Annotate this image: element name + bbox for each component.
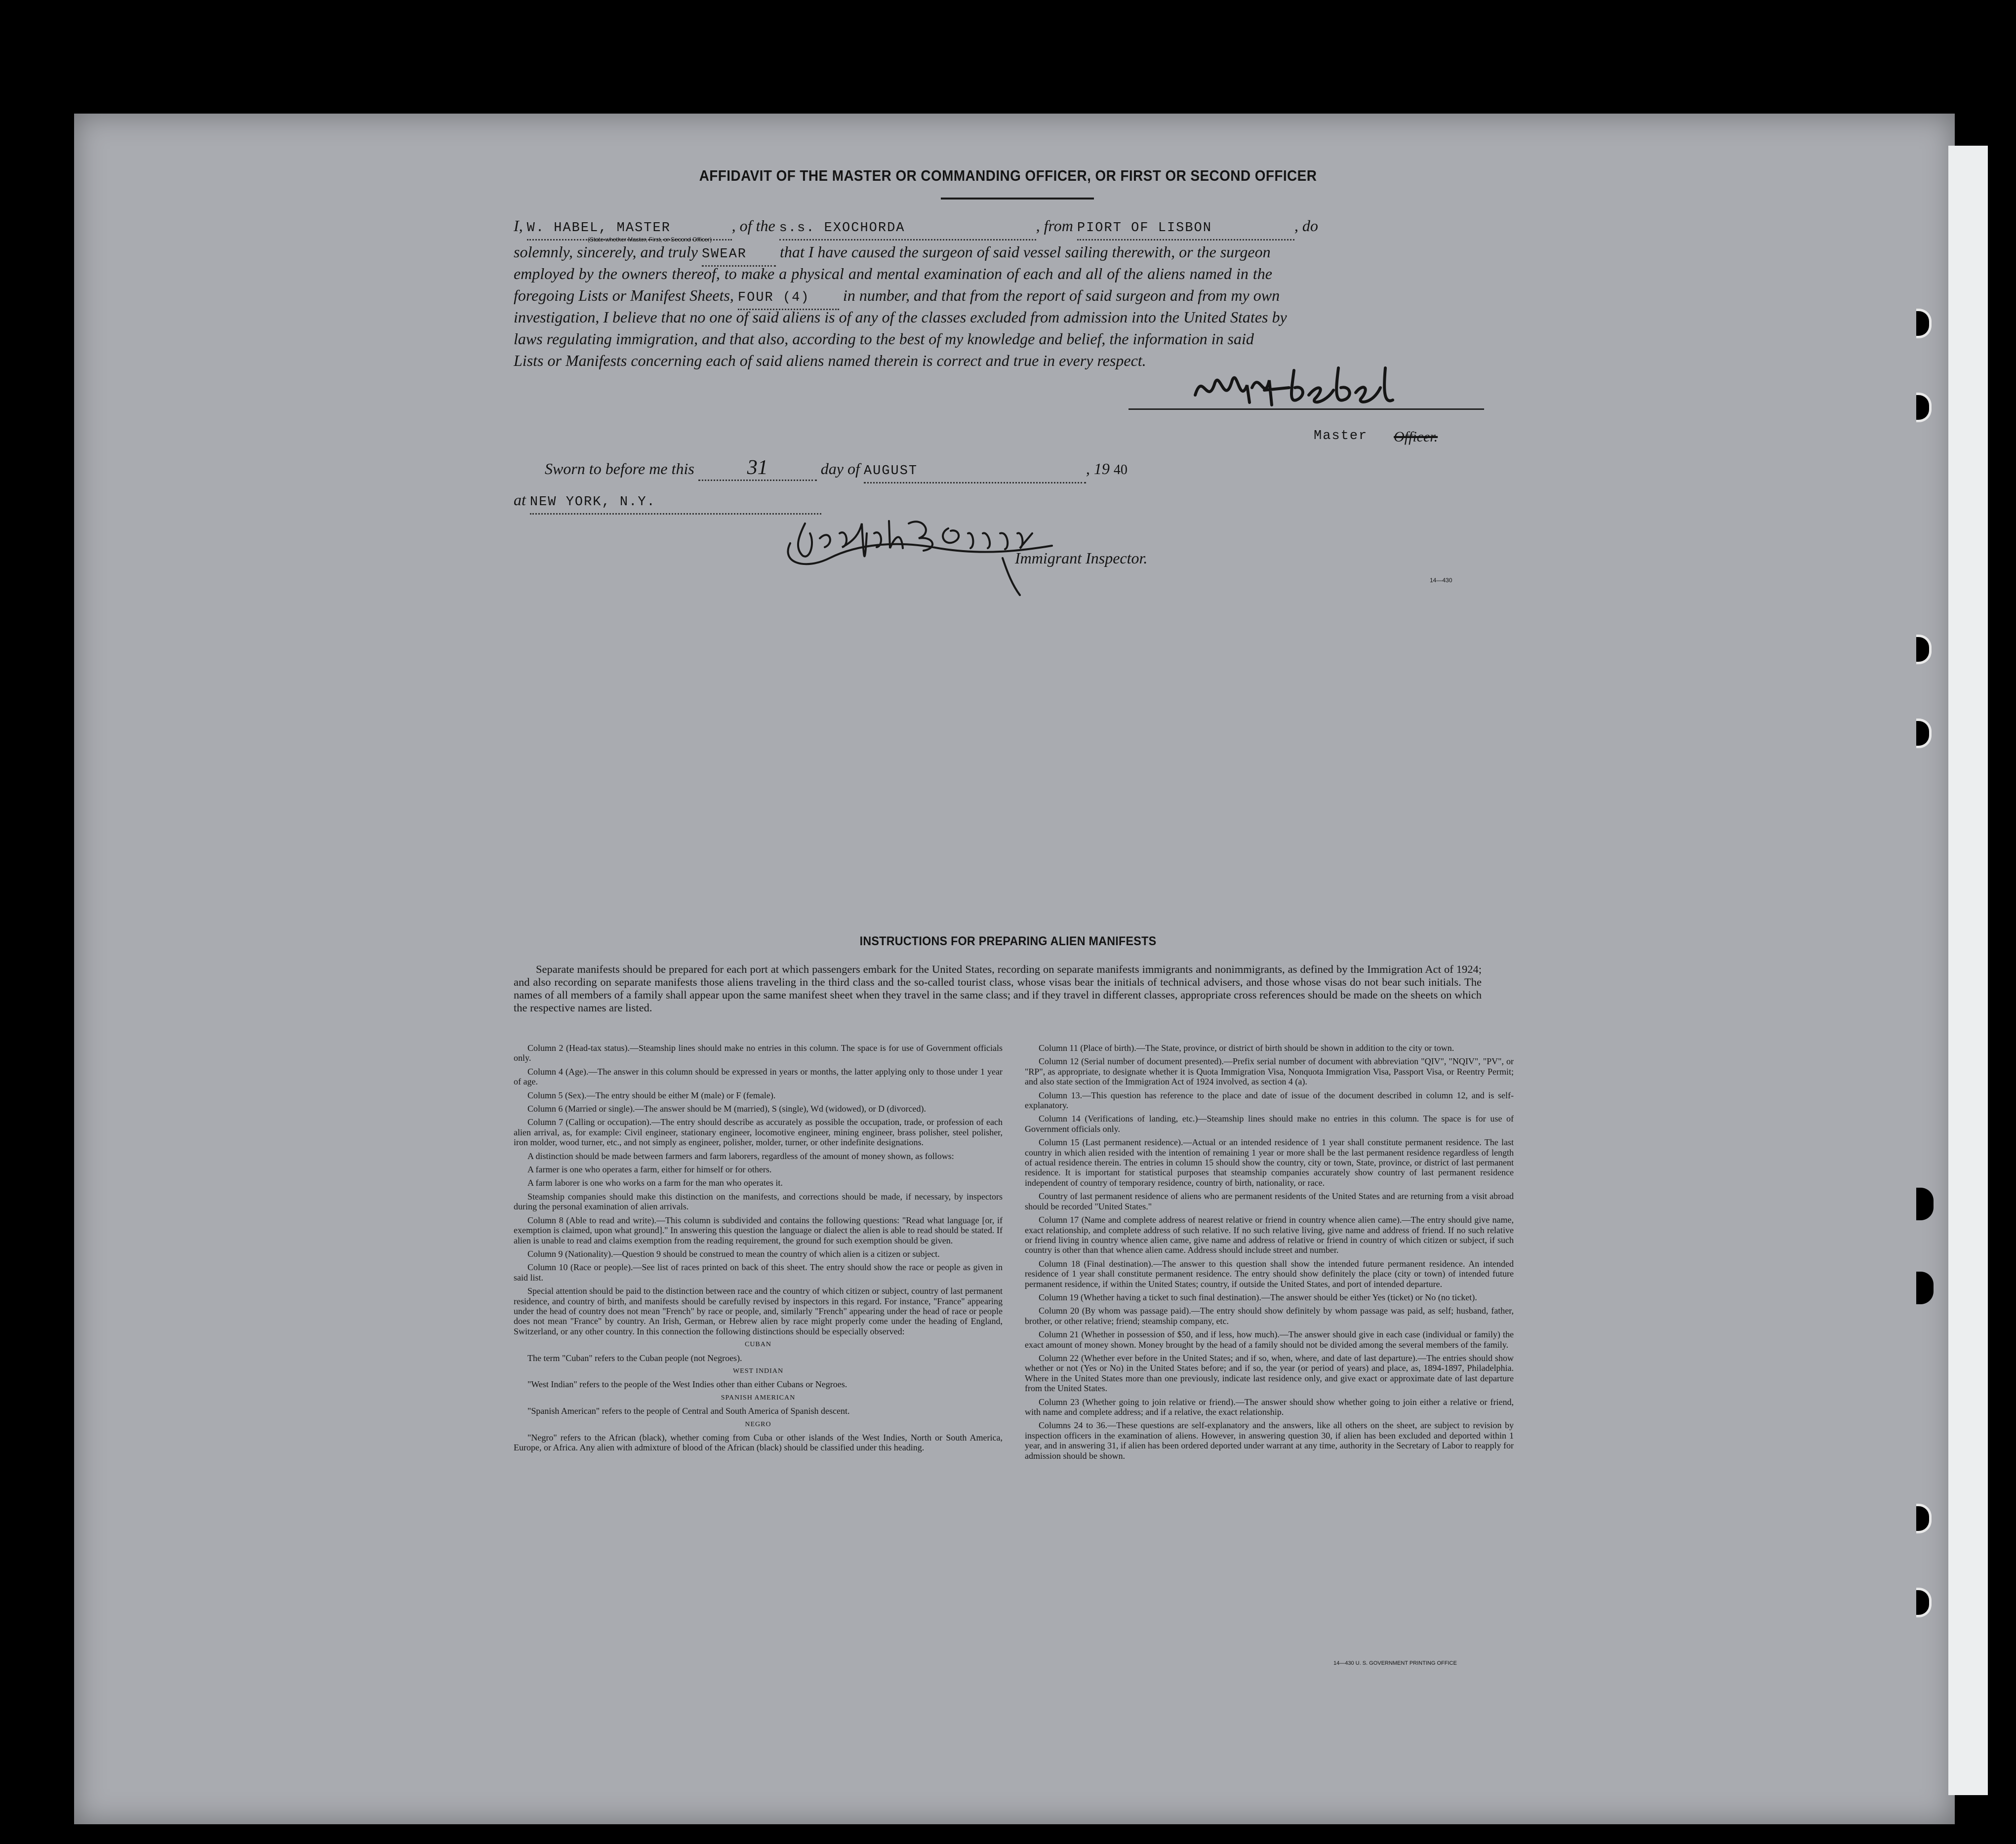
instruction-paragraph: Column 7 (Calling or occupation).—The entry should describe as accurately as possible the occupation, trade, or profession of each alien arrival, as, for example: Civil engineer, stationary engineer, locomotive engineer, mining engineer, brass polisher, steel polisher, iron molder, wood turner, etc., and not simply as engineer, polisher, molder, turner, or other indefinite designations.: [514, 1117, 1003, 1148]
instruction-paragraph: Steamship companies should make this distinction on the manifests, and corrections should be made, if necessary, by inspectors during the personal examination of alien arrivals.: [514, 1191, 1003, 1212]
instruction-paragraph: Column 9 (Nationality).—Question 9 should be construed to mean the country of which alien is a citizen or subject.: [527, 1248, 940, 1259]
race-heading-west-indian: WEST INDIAN: [732, 1367, 784, 1375]
instruction-paragraph: Column 19 (Whether having a ticket to such final destination).—The answer should be either Yes (ticket) or No (no ticket).: [1039, 1292, 1477, 1302]
year-prefix: , 19: [1086, 460, 1110, 478]
instruction-paragraph: Column 22 (Whether ever before in the United States; and if so, when, where, and date of last departure).—The entries should show whether or not (Yes or No) in the United States before; and if so, the year (or period of years) and place, as, 1894-1897, Philadelphia. Where in the United States more than one previously, indicate last residence only, and give exact or approximate date of last departure from the United States.: [1025, 1353, 1514, 1394]
affidavit-text: , from: [1036, 217, 1073, 235]
instruction-paragraph: Column 10 (Race or people).—See list of races printed on back of this sheet. The entry should show the race or people as given in said list.: [514, 1262, 1003, 1283]
affidavit-line-5: investigation, I believe that no one of said aliens is of any of the classes excluded from admission into the United States by: [514, 308, 1287, 326]
sworn-line: [514, 457, 1484, 483]
instruction-paragraph: Column 11 (Place of birth).—The State, province, or district of birth should be shown in addition to the city or town.: [1039, 1043, 1454, 1053]
instruction-paragraph: Column 20 (By whom was passage paid).—The entry should show definitely by whom passage was paid, as self; husband, father, brother, or other relative; friend; steamship company, etc.: [1025, 1306, 1514, 1326]
affidavit-line-3: employed by the owners thereof, to make a physical and mental examination of each and all of the aliens named in the: [514, 265, 1272, 282]
sworn-day: 31: [747, 456, 768, 479]
instruction-paragraph: A farm laborer is one who works on a farm for the man who operates it.: [527, 1178, 783, 1188]
vessel-field: s.s. EXOCHORDA: [779, 221, 905, 236]
affidavit-line-6: laws regulating immigration, and that also, according to the best of my knowledge and belief, the information in said: [514, 330, 1254, 348]
race-definition: The term "Cuban" refers to the Cuban people (not Negroes).: [527, 1353, 742, 1363]
instruction-paragraph: A farmer is one who operates a farm, either for himself or for others.: [527, 1164, 772, 1175]
sheets-field: FOUR (4): [737, 290, 810, 305]
printing-office-imprint: 14—430 U. S. GOVERNMENT PRINTING OFFICE: [1333, 1660, 1457, 1666]
signature-rule: [1129, 408, 1484, 410]
title-rule: [941, 198, 1094, 200]
inspector-title: Immigrant Inspector.: [1015, 549, 1148, 567]
race-definition: "West Indian" refers to the people of the West Indies other than either Cubans or Negroes.: [527, 1379, 847, 1390]
place-field: NEW YORK, N.Y.: [529, 495, 656, 510]
race-definition: "Negro" refers to the African (black), whether coming from Cuba or other islands of the West Indies, North or South America, Europe, or Africa. Any alien with admixture of blood of the African (black) should be classified under this heading.: [514, 1433, 1003, 1453]
instruction-paragraph: Column 15 (Last permanent residence).—Actual or an intended residence of 1 year shall constitute permanent residence. The last country in which alien resided with the intention of remaining 1 year or more shall be the last permanent residence regardless of length of actual residence therein. The entries in column 15 should show the country, city or town, State, province, or district of last permanent residence. It is important for statistical purposes that steamship companies accurately show country of last permanent residence independent of country of temporary residence, country of birth, nationality, or race.: [1025, 1137, 1514, 1188]
sworn-text: Sworn to before me this: [545, 460, 694, 478]
instructions-title: INSTRUCTIONS FOR PREPARING ALIEN MANIFESTS: [859, 934, 1157, 948]
instruction-paragraph: Column 18 (Final destination).—The answer to this question shall show the intended future permanent residence. An intended residence of 1 year shall constitute permanent residence. The entry should show definitely the place (city or town) of intended future permanent residence, if within the United States; country, if outside the United States, and port of intended departure.: [1025, 1258, 1514, 1289]
race-heading-cuban: CUBAN: [744, 1341, 771, 1349]
affidavit-text: I,: [514, 217, 523, 235]
instructions-left-column: [514, 1043, 1003, 1456]
instruction-paragraph: Column 23 (Whether going to join relative or friend).—The answer should show whether going to join either a relative or friend, with name and complete address; and if a relative, the exact relationship.: [1025, 1397, 1514, 1417]
affidavit-text: , do: [1294, 217, 1318, 235]
affidavit-text: solemnly, sincerely, and truly: [514, 243, 698, 261]
instruction-paragraph: Columns 24 to 36.—These questions are self-explanatory and the answers, like all others on the sheet, are subject to revision by inspection officers in the examination of aliens. However, in answering question 30, if alien has been excluded and deported within 1 year, and in answering 31, if alien has been ordered deported under warrant at any time, authority in the Secretary of Labor to reapply for admission should be shown.: [1025, 1420, 1514, 1461]
instruction-paragraph: Column 8 (Able to read and write).—This column is subdivided and contains the following questions: "Read what language [or, if exemption is claimed, upon what ground]." In answering this question the language or dialect the alien is able to read should be stated. If alien is unable to read and claims exemption from the reading requirement, the ground for such exemption should be given.: [514, 1215, 1003, 1245]
affidavit-text: that I have caused the surgeon of said vessel sailing therewith, or the surgeon: [779, 243, 1271, 261]
rank-label: Master: [1314, 429, 1368, 443]
officer-note: (State whether Master, First, or Second Officer): [588, 236, 712, 243]
affidavit-text: , of the: [731, 217, 775, 235]
race-heading-negro: NEGRO: [745, 1420, 771, 1428]
affidavit-line-7: Lists or Manifests concerning each of said aliens named therein is correct and true in every respect.: [514, 352, 1146, 369]
instruction-paragraph: Column 4 (Age).—The answer in this column should be expressed in years or months, the latter applying only to those under 1 year of age.: [514, 1066, 1003, 1087]
officer-field: W. HABEL, MASTER: [526, 221, 671, 236]
affidavit-text: in number, and that from the report of said surgeon and from my own: [843, 286, 1280, 304]
instruction-paragraph: Column 17 (Name and complete address of nearest relative or friend in country whence alien came).—The entry should give name, exact relationship, and complete address of such relative. If no such relative living, give name and address of friend. If no such relative or friend living in country whence alien came, give name and address of relative or friend in country of which citizen or subject, if such country is other than that whence alien came. Address should include street and number.: [1025, 1215, 1514, 1255]
instruction-paragraph: Country of last permanent residence of aliens who are permanent residents of the United States and are returning from a visit abroad should be recorded "United States.": [1025, 1191, 1514, 1211]
oath-field: SWEAR: [701, 247, 747, 262]
sworn-text: day of: [820, 460, 860, 478]
master-signature: [1190, 361, 1398, 415]
instruction-paragraph: Column 21 (Whether in possession of $50, and if less, how much).—The answer should give in each case (individual or family) the exact amount of money shown. Money brought by the head of a family should not be divided among the several members of the family.: [1025, 1329, 1514, 1350]
race-heading-spanish-american: SPANISH AMERICAN: [721, 1394, 796, 1402]
at-label: at: [514, 491, 526, 509]
struck-rank: Officer.: [1394, 429, 1438, 445]
instruction-paragraph: Column 5 (Sex).—The entry should be either M (male) or F (female).: [527, 1090, 776, 1100]
page-edge-strip: [1948, 146, 1988, 1795]
instructions-intro: Separate manifests should be prepared for each port at which passengers embark for the United States, recording on separate manifests immigrants and nonimmigrants, as defined by the Immigration Act of 1924; and also recording on separate manifests those aliens traveling in the third class and the so-called tourist class, whose visas bear the initials of technical advisers, and those whose visas do not bear such initials. The names of all members of a family shall appear upon the same manifest sheet when they travel in the same class; and if they travel in different classes, appropriate cross references should be made on the sheets on which the respective names are listed.: [514, 963, 1482, 1014]
sworn-month: AUGUST: [863, 464, 918, 479]
instruction-paragraph: Column 2 (Head-tax status).—Steamship lines should make no entries in this column. The space is for use of Government officials only.: [514, 1043, 1003, 1063]
port-field: PIORT OF LISBON: [1077, 221, 1212, 236]
form-number: 14—430: [1430, 577, 1452, 584]
affidavit-text: foregoing Lists or Manifest Sheets,: [514, 286, 734, 304]
affidavit-title: AFFIDAVIT OF THE MASTER OR COMMANDING OFFICER, OR FIRST OR SECOND OFFICER: [699, 167, 1317, 184]
instruction-paragraph: Column 6 (Married or single).—The answer should be M (married), S (single), Wd (widowed), or D (divorced).: [527, 1104, 926, 1114]
instruction-paragraph: Column 12 (Serial number of document presented).—Prefix serial number of document with abbreviation "QIV", "NQIV", "PV", or "RP", as appropriate, to designate whether it is Quota Immigration Visa, Nonquota Immigration Visa, Passport Visa, or Reentry Permit; and also state section of the Immigration Act of 1924 involved, as section 4 (a).: [1025, 1056, 1514, 1087]
instruction-paragraph: Special attention should be paid to the distinction between race and the country of which citizen or subject, country of last permanent residence, and country of birth, and manifests should be carefully revised by inspectors in this regard. For instance, "France" appearing under the head of country does not mean "French" by race or people, and, similarly "French" appearing under the head of race or people does not mean "France" by country. An Irish, German, or Hebrew alien by race might properly come under the heading of England, Switzerland, or any other country. In this connection the following distinctions should be especially observed:: [514, 1286, 1003, 1336]
instruction-paragraph: A distinction should be made between farmers and farm laborers, regardless of the amount of money shown, as follows:: [527, 1151, 954, 1161]
instructions-right-column: [1025, 1043, 1514, 1464]
instruction-paragraph: Column 14 (Verifications of landing, etc.)—Steamship lines should make no entries in this column. The space is for use of Government officials only.: [1025, 1114, 1514, 1134]
instruction-paragraph: Column 13.—This question has reference to the place and date of issue of the document described in column 12, and is self-explanatory.: [1025, 1090, 1514, 1111]
sworn-year: 40: [1113, 462, 1128, 478]
race-definition: "Spanish American" refers to the people of Central and South America of Spanish descent.: [527, 1406, 850, 1416]
